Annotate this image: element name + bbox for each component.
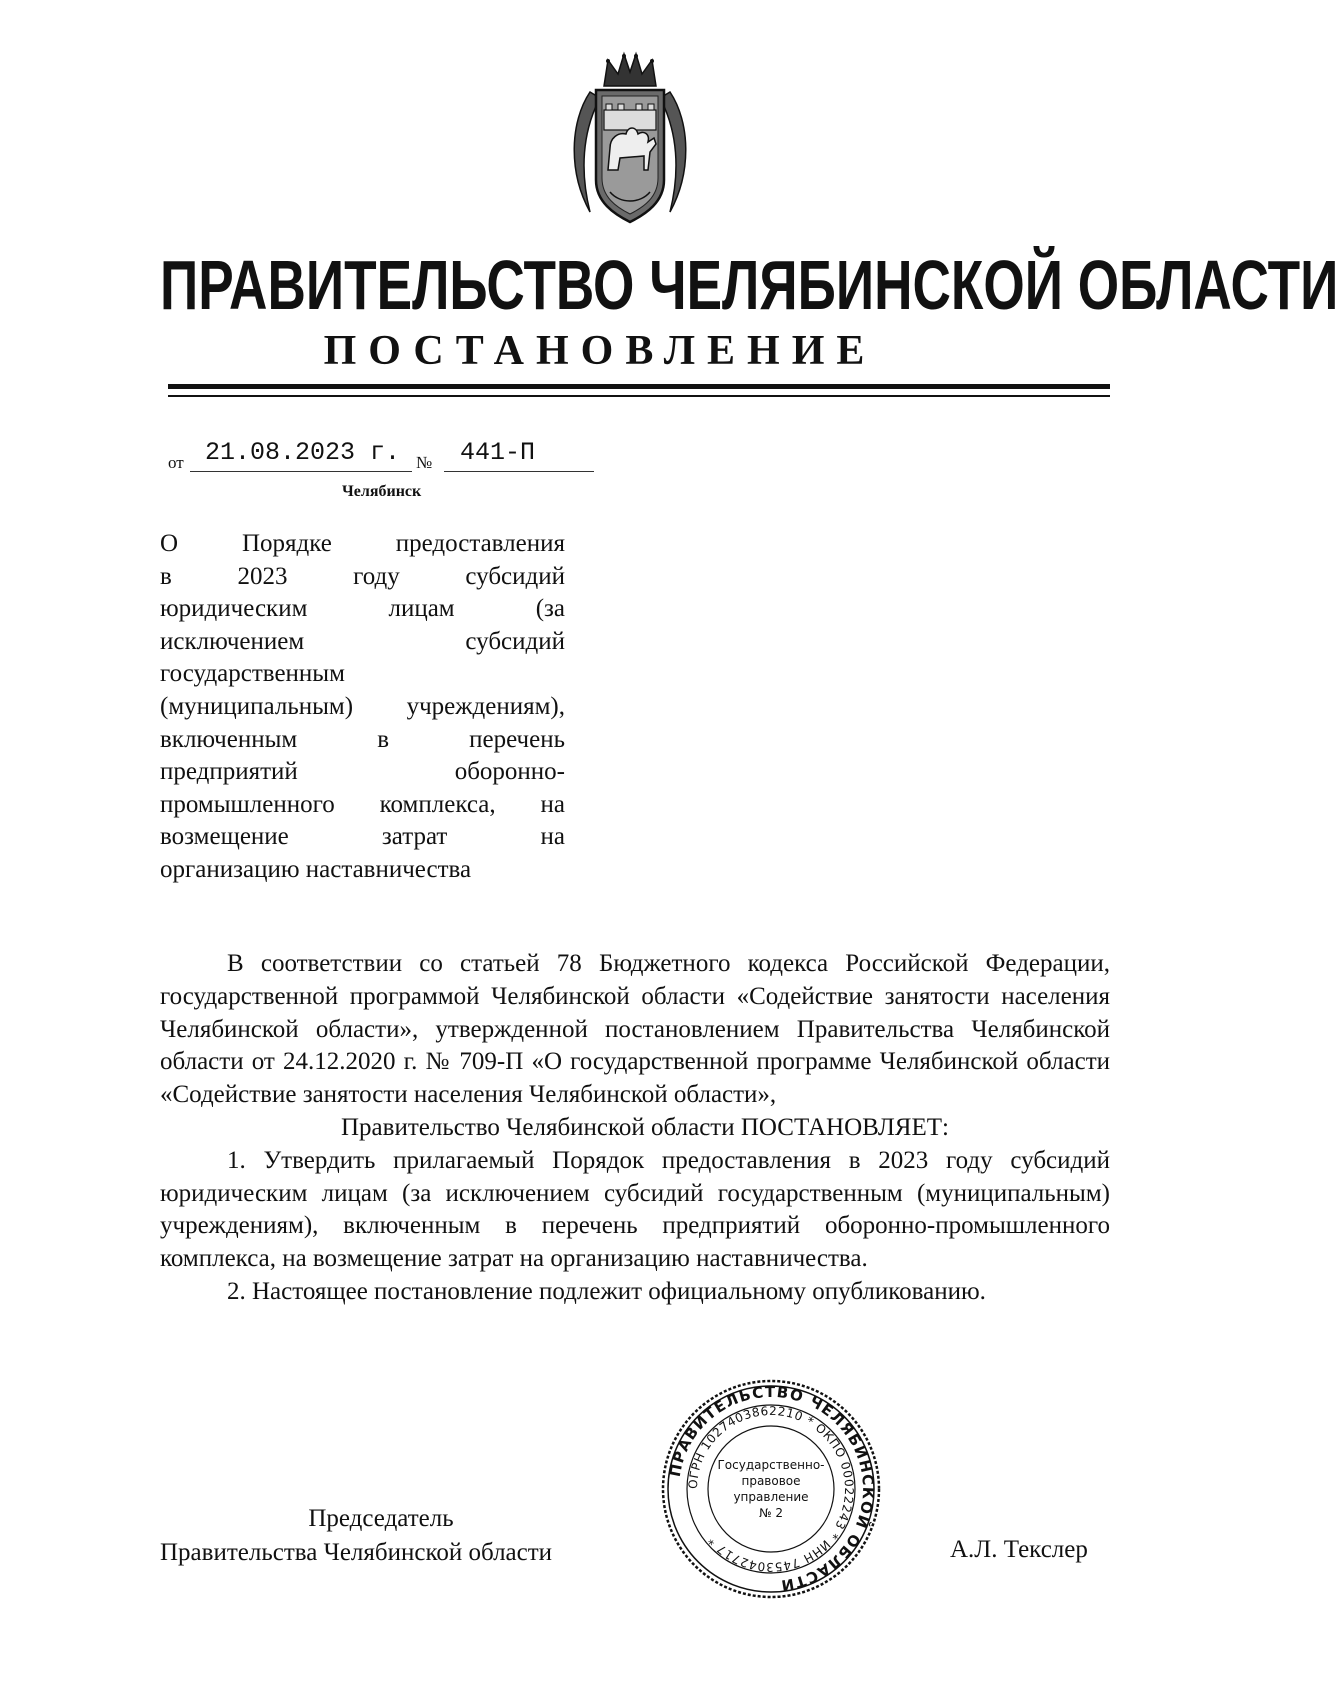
registration-row [168, 438, 598, 478]
svg-text:ОГРН 1027403862210 * ОКПО 0002 [686, 1404, 856, 1574]
organization-title: ПРАВИТЕЛЬСТВО ЧЕЛЯБИНСКОЙ ОБЛАСТИ [160, 246, 1338, 324]
subject-line: О Порядке предоставления [160, 530, 565, 557]
signatory-position-line: Правительства Челябинской области [160, 1539, 553, 1566]
seal-outer-text: ПРАВИТЕЛЬСТВО ЧЕЛЯБИНСКОЙ ОБЛАСТИ [665, 1382, 878, 1595]
number-prefix: № [416, 453, 433, 472]
chelyabinsk-coat-of-arms-icon [560, 52, 700, 230]
date-prefix: от [168, 453, 184, 472]
date-underline [190, 471, 412, 472]
document-subject [160, 528, 565, 887]
subject-line: исключением субсидий [160, 627, 565, 655]
seal-center-line: Государственно- [717, 1458, 825, 1472]
number-underline [444, 471, 594, 472]
seal-center-line: управление [733, 1490, 809, 1504]
subject-line: (муниципальным) учреждениям), [160, 692, 565, 720]
document-body [160, 948, 1110, 1309]
document-number: 441-П [460, 438, 536, 467]
decree-statement: Правительство Челябинской области ПОСТАНОВЛЯЕТ: [341, 1113, 949, 1141]
signatory-position [160, 1502, 602, 1570]
city-label: Челябинск [342, 483, 422, 500]
signatory-position-line: Председатель [308, 1505, 454, 1532]
signatory-name: А.Л. Текслер [950, 1536, 1088, 1563]
subject-line: организацию наставничества [160, 855, 472, 883]
subject-line: государственным [160, 660, 345, 688]
seal-center-line: № 2 [759, 1506, 783, 1520]
subject-line: промышленного комплекса, на [160, 790, 565, 818]
subject-line: включенным в перечень [160, 725, 565, 753]
document-date: 21.08.2023 г. [205, 438, 401, 467]
header-rule-thin [168, 395, 1110, 397]
decree-item: 2. Настоящее постановление подлежит официальному опубликованию. [227, 1277, 986, 1305]
subject-line: юридическим лицам (за [160, 595, 565, 623]
decree-item: 1. Утвердить прилагаемый Порядок предоставления в 2023 году субсидий юридическим лицам (за исключением субсидий государственным (муниципальным) учреждениям), включенным в перечень предприятий оборонно-промышленного комплекса, на возмещение затрат на организацию наставничества. [160, 1146, 1110, 1273]
header-rule-thick [168, 384, 1110, 389]
seal-center-line: правовое [741, 1474, 801, 1488]
subject-line: предприятий оборонно- [160, 758, 565, 786]
subject-line: возмещение затрат на [160, 823, 565, 851]
preamble-paragraph: В соответствии со статьей 78 Бюджетного кодекса Российской Федерации, государственной программой Челябинской области «Содействие занятости населения Челябинской области», утвержденной постановлением Правительства Челябинской области от 24.12.2020 г. № 709-П «О государственной программе Челябинской области «Содействие занятости населения Челябинской области», [160, 950, 1110, 1109]
document-type-heading: ПОСТАНОВЛЕНИЕ [323, 328, 877, 374]
seal-middle-text: ОГРН 1027403862210 * ОКПО 00022243 * ИНН 7453042717 * [685, 1403, 857, 1575]
subject-line: в 2023 году субсидий [160, 562, 565, 590]
official-seal [660, 1378, 882, 1600]
